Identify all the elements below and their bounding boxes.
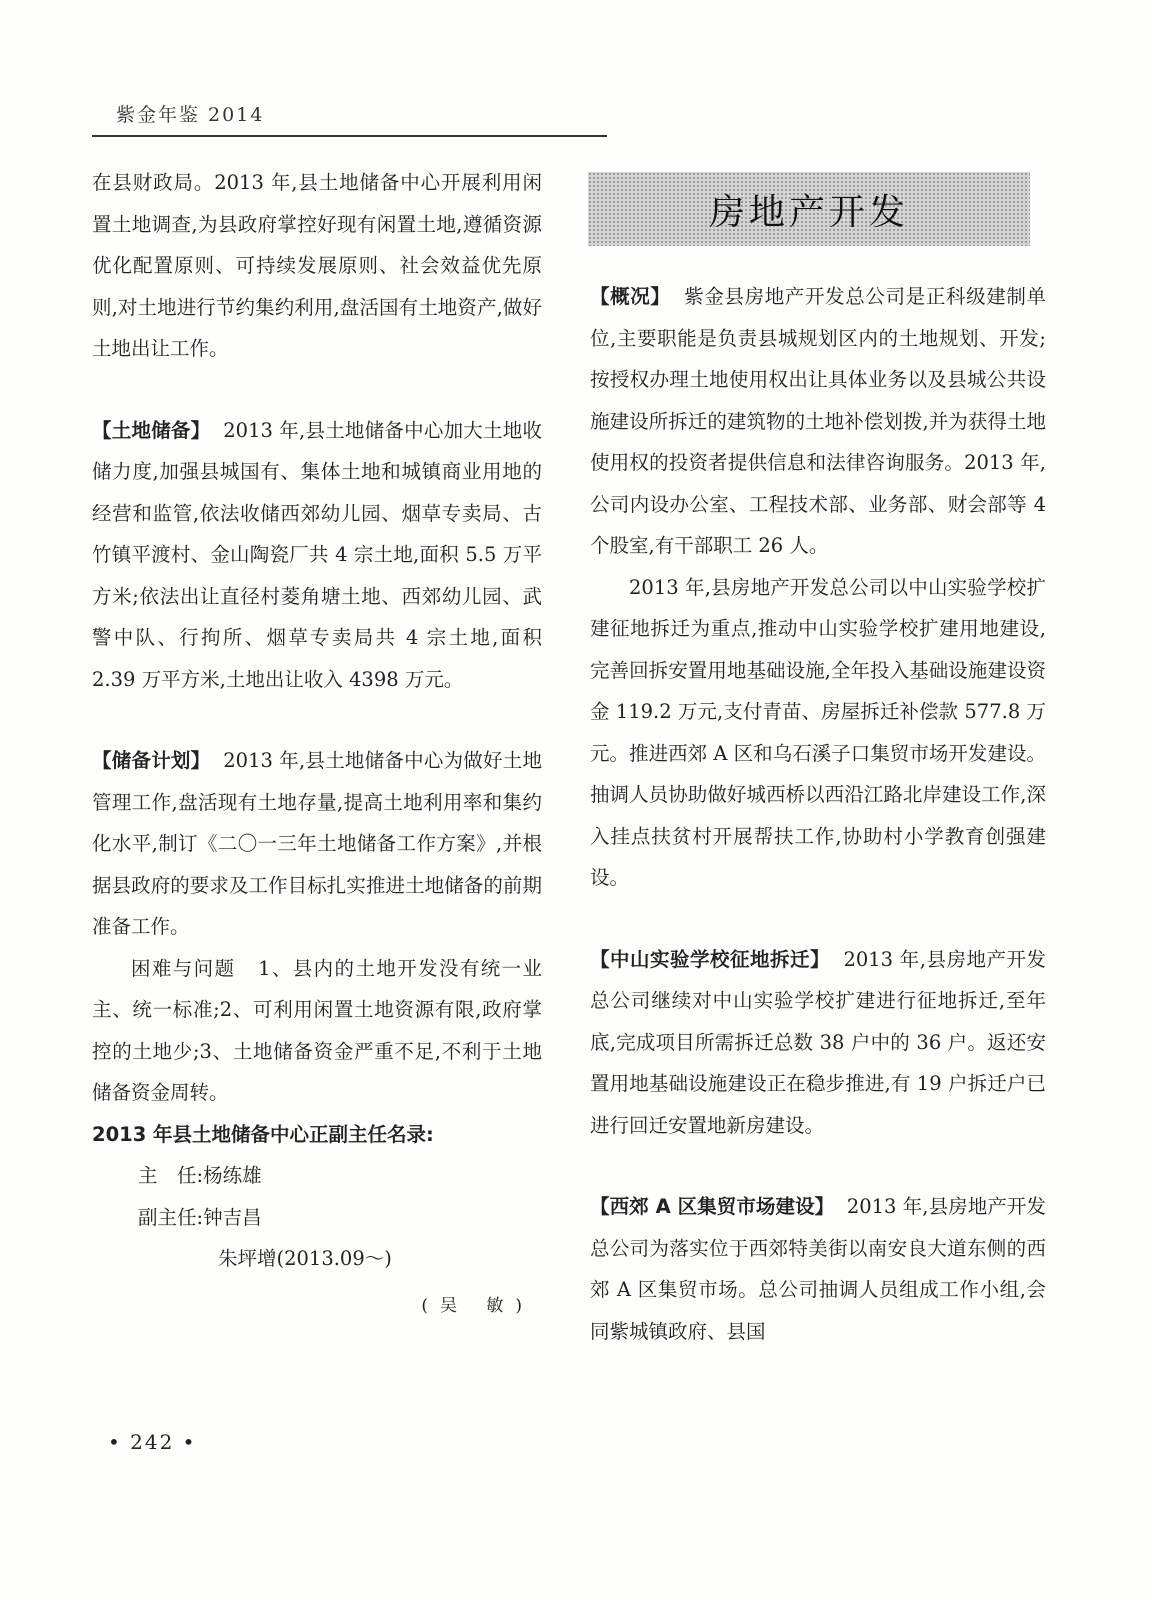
overview-text: 紫金县房地产开发总公司是正科级建制单位,主要职能是负责县城规划区内的土地规划、开发;按授权办理土地使用权出让具体业务以及县城公共设施建设所拆迁的建筑物的土地补偿划拨,并为获得土地使用权的投资者提供信息和法律咨询服务。2013 年,公司内设办公室、工程技术部、业务部、财会部等 4 个股室,有干部职工 26 人。 <box>590 285 1046 557</box>
land-reserve-text: 2013 年,县土地储备中心加大土地收储力度,加强县城国有、集体土地和城镇商业用地的经营和监管,依法收储西郊幼儿园、烟草专卖局、古竹镇平渡村、金山陶瓷厂共 4 宗土地,面积 5.5 万平方米;依法出让直径村菱角塘土地、西郊幼儿园、武警中队、行拘所、烟草专卖局共 4 宗土地,面积 2.39 万平方米,土地出让收入 4398 万元。 <box>92 418 542 691</box>
overview-paragraph <box>590 276 1046 567</box>
land-reserve-label: 【土地储备】 <box>92 418 211 442</box>
header-divider <box>92 135 607 137</box>
section-title-banner <box>588 172 1030 246</box>
overview-paragraph-2: 2013 年,县房地产开发总公司以中山实验学校扩建征地拆迁为重点,推动中山实验学校扩建用地建设,完善回拆安置用地基础设施,全年投入基础设施建设资金 119.2 万元,支付青苗、房屋拆迁补偿款 577.8 万元。推进西郊 A 区和乌石溪子口集贸市场开发建设。抽调人员协助做好城西桥以西沿江路北岸建设工作,深入挂点扶贫村开展帮扶工作,协助村小学教育创强建设。 <box>590 575 1046 889</box>
running-title: 紫金年鉴 2014 <box>116 104 265 126</box>
zhongshan-paragraph <box>590 939 1046 1147</box>
intro-paragraph: 在县财政局。2013 年,县土地储备中心开展利用闲置土地调查,为县政府掌控好现有闲置土地,遵循资源优化配置原则、可持续发展原则、社会效益优先原则,对土地进行节约集约利用,盘活国有土地资产,做好土地出让工作。 <box>92 171 542 360</box>
problems-text: 1、县内的土地开发没有统一业主、统一标准;2、可利用闲置土地资源有限,政府掌控的土地少;3、土地储备资金严重不足,不利于土地储备资金周转。 <box>92 956 542 1104</box>
roster-deputy-extra: 朱坪增(2013.09～) <box>218 1247 392 1270</box>
roster-heading: 2013 年县土地储备中心正副主任名录: <box>92 1122 434 1146</box>
overview-label: 【概况】 <box>590 285 671 308</box>
xijiao-label: 【西郊 A 区集贸市场建设】 <box>590 1195 835 1218</box>
reserve-plan-label: 【储备计划】 <box>92 749 211 772</box>
roster-deputy: 副主任:钟吉昌 <box>138 1205 262 1229</box>
author-credit: (吴 敏) <box>421 1295 534 1316</box>
roster-director: 主 任:杨练雄 <box>138 1164 262 1187</box>
zhongshan-label: 【中山实验学校征地拆迁】 <box>590 947 831 971</box>
left-column <box>92 162 542 1327</box>
zhongshan-text: 2013 年,县房地产开发总公司继续对中山实验学校扩建进行征地拆迁,至年底,完成项目所需拆迁总数 38 户中的 36 户。返还安置用地基础设施建设正在稳步推进,有 19 户拆迁户已进行回迁安置地新房建设。 <box>590 947 1046 1137</box>
reserve-plan-paragraph <box>92 740 542 948</box>
reserve-plan-text: 2013 年,县土地储备中心为做好土地管理工作,盘活现有土地存量,提高土地利用率和集约化水平,制订《二〇一三年土地储备工作方案》,并根据县政府的要求及工作目标扎实推进土地储备的前期准备工作。 <box>92 749 542 938</box>
problems-label: 困难与问题 <box>131 956 236 980</box>
section-title: 房地产开发 <box>708 191 909 233</box>
problems-paragraph <box>92 948 542 1114</box>
land-reserve-paragraph <box>92 410 542 701</box>
xijiao-paragraph <box>590 1186 1046 1352</box>
xijiao-text: 2013 年,县房地产开发总公司为落实位于西郊特美街以南安良大道东侧的西郊 A 区集贸市场。总公司抽调人员组成工作小组,会同紫城镇政府、县国 <box>590 1195 1046 1343</box>
page-number: • 242 • <box>108 1430 197 1454</box>
right-column <box>590 276 1046 1352</box>
